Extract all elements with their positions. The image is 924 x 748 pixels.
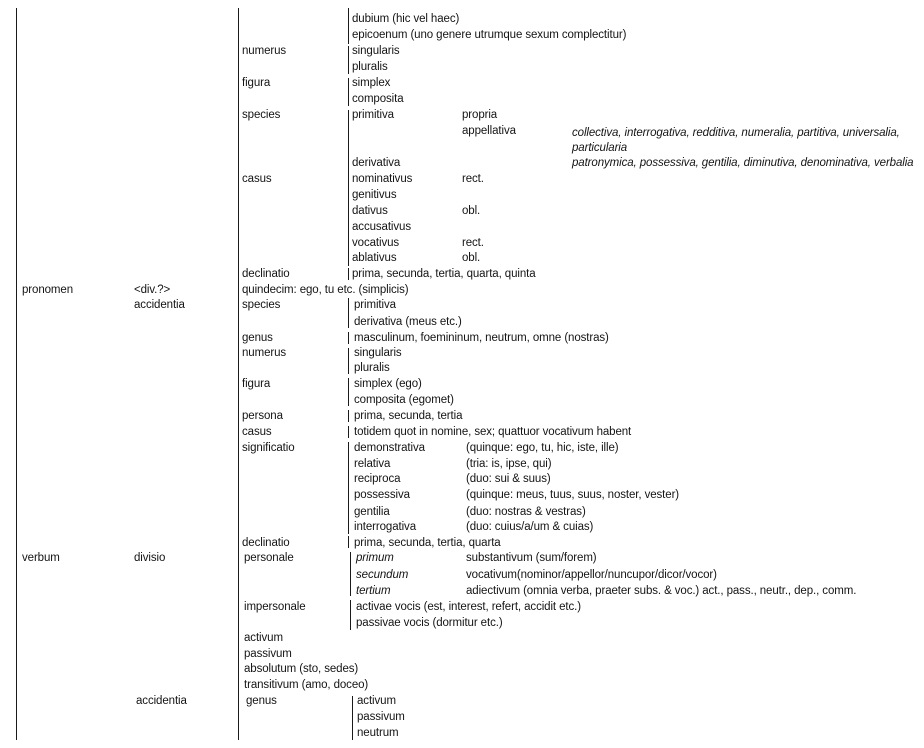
verb-kind: absolutum (sto, sedes) [244,663,359,675]
pron-significatio-note: (duo: sui & suus) [466,473,551,485]
pronomen-label: pronomen [22,284,73,296]
bracket-line-verb-genus [352,696,353,740]
verbum-divisio: divisio [134,552,166,564]
pron-persona-value: prima, secunda, tertia [354,410,463,422]
bracket-line-noun-casus [348,172,349,266]
noun-appellativa: appellativa [462,125,516,137]
noun-simplex: simplex [352,77,391,89]
bracket-line-noun-species [348,110,349,172]
noun-case-note: rect. [462,237,484,249]
bracket-line-personale [350,552,351,596]
bracket-line-level2 [238,8,239,740]
verb-kind: transitivum (amo, doceo) [244,679,369,691]
pron-derivativa: derivativa (meus etc.) [354,316,462,328]
verbum-accidentia: accidentia [136,695,187,707]
verb-kind: activum [244,632,283,644]
bracket-line-pron-significatio [348,442,349,534]
pron-significatio-note: (duo: nostras & vestras) [466,506,586,518]
verb-kind: passivum [244,648,292,660]
bracket-line-main [16,8,17,740]
pron-significatio-label: significatio [242,442,295,454]
noun-singularis: singularis [352,45,400,57]
pron-persona-label: persona [242,410,283,422]
pronomen-accidentia: accidentia [134,299,185,311]
noun-primitiva: primitiva [352,109,394,121]
noun-case-name: dativus [352,205,388,217]
pron-significatio-name: reciproca [354,473,401,485]
noun-propria: propria [462,109,498,121]
noun-case-name: accusativus [352,221,411,233]
noun-genus-epicoenum: epicoenum (uno genere utrumque sexum complectitur) [352,29,627,41]
bracket-line-pron-species [348,298,349,328]
noun-case-name: ablativus [352,252,397,264]
noun-figura-label: figura [242,77,271,89]
noun-case-name: vocativus [352,237,400,249]
noun-case-note: obl. [462,252,481,264]
bracket-line-impersonale [350,600,351,630]
noun-case-name: genitivus [352,189,397,201]
noun-numerus-label: numerus [242,45,287,57]
pron-significatio-note: (quinque: ego, tu, hic, iste, ille) [466,442,619,454]
bracket-line-noun-numerus [348,46,349,74]
bracket-line-noun-figura [348,78,349,106]
verb-personale-label: personale [244,552,294,564]
verb-genus-item: activum [357,695,396,707]
pron-significatio-name: gentilia [354,506,390,518]
verb-genus-item: passivum [357,711,405,723]
verb-personale-name: primum [356,552,394,564]
pron-pluralis: pluralis [354,362,390,374]
pron-declinatio-label: declinatio [242,537,290,549]
verbum-label: verbum [22,552,60,564]
pron-genus-value: masculinum, foemininum, neutrum, omne (nostras) [354,332,609,344]
bracket-line-pron-figura [348,378,349,406]
pron-figura-label: figura [242,378,271,390]
bracket-line-pron-genus [348,332,349,344]
pron-numerus-label: numerus [242,347,287,359]
pron-simplex: simplex (ego) [354,378,422,390]
pron-casus-label: casus [242,426,272,438]
noun-species-label: species [242,109,281,121]
verb-genus-label: genus [246,695,277,707]
pron-significatio-name: demonstrativa [354,442,425,454]
pron-casus-value: totidem quot in nomine, sex; quattuor vocativum habent [354,426,632,438]
pron-significatio-note: (tria: is, ipse, qui) [466,458,552,470]
verb-impersonale-passivae: passivae vocis (dormitur etc.) [356,617,503,629]
verb-personale-name: tertium [356,585,391,597]
noun-case-note: rect. [462,173,484,185]
pronomen-quindecim: quindecim: ego, tu etc. (simplicis) [242,284,409,296]
noun-declinatio-label: declinatio [242,268,290,280]
noun-derivativa: derivativa [352,157,401,169]
verb-personale-note: substantivum (sum/forem) [466,552,597,564]
bracket-line-pron-persona [348,410,349,422]
noun-pluralis: pluralis [352,61,388,73]
pron-genus-label: genus [242,332,273,344]
noun-declinatio-value: prima, secunda, tertia, quarta, quinta [352,268,536,280]
noun-genus-dubium: dubium (hic vel haec) [352,13,460,25]
pron-significatio-name: possessiva [354,489,410,501]
pronomen-div: <div.?> [134,284,171,296]
bracket-line-noun-genus [348,8,349,44]
noun-case-note: obl. [462,205,481,217]
pron-singularis: singularis [354,347,402,359]
verb-impersonale-activae: activae vocis (est, interest, refert, accidit etc.) [356,601,581,613]
verb-personale-note: adiectivum (omnia verba, praeter subs. & voc.) act., pass., neutr., dep., comm. [466,585,857,597]
bracket-line-pron-casus [348,426,349,438]
verb-genus-item: neutrum [357,727,399,739]
bracket-line-pron-numerus [348,348,349,374]
noun-case-name: nominativus [352,173,413,185]
noun-casus-label: casus [242,173,272,185]
pron-significatio-name: relativa [354,458,391,470]
noun-derivativa-types: patronymica, possessiva, gentilia, diminutiva, denominativa, verbalia [572,157,914,169]
noun-appellativa-types: collectiva, interrogativa, redditiva, numeralia, partitiva, universalia, [572,127,900,139]
pron-primitiva: primitiva [354,299,396,311]
pron-significatio-note: (duo: cuius/a/um & cuias) [466,521,594,533]
pron-species-label: species [242,299,281,311]
bracket-line-noun-declinatio [348,268,349,280]
noun-composita: composita [352,93,404,105]
verb-impersonale-label: impersonale [244,601,306,613]
verb-personale-name: secundum [356,569,409,581]
verb-personale-note: vocativum(nominor/appellor/nuncupor/dicor/vocor) [466,569,717,581]
bracket-line-pron-declinatio [348,536,349,548]
pron-significatio-name: interrogativa [354,521,416,533]
noun-appellativa-types-cont: particularia [572,142,628,154]
pron-declinatio-value: prima, secunda, tertia, quarta [354,537,501,549]
pron-composita: composita (egomet) [354,394,454,406]
pron-significatio-note: (quinque: meus, tuus, suus, noster, vester) [466,489,680,501]
